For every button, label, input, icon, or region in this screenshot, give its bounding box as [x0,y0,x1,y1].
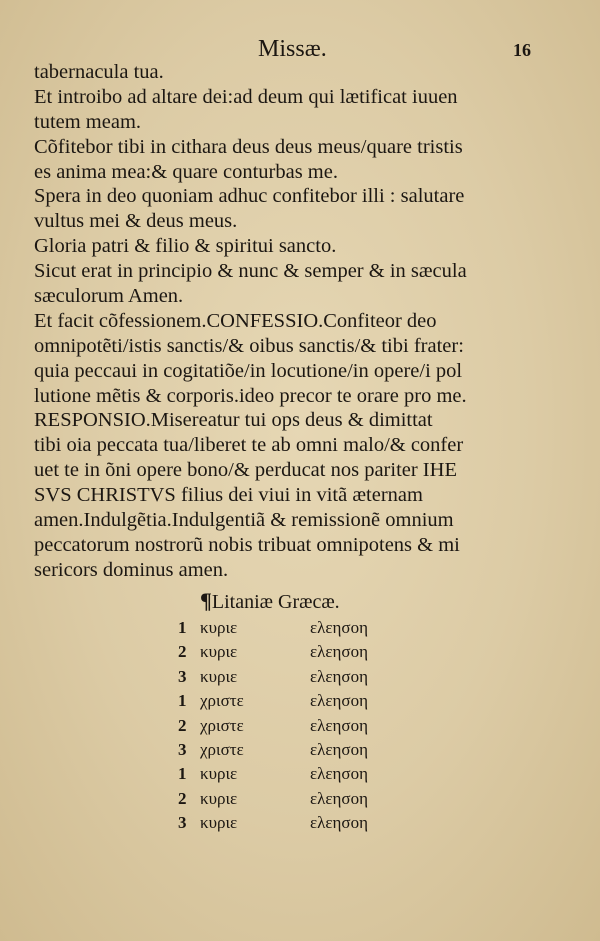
litany-number: 3 [178,813,187,833]
litany-eleison: ελεησοη [310,788,368,808]
litany-kyrie: κυριε [200,788,238,808]
litany-row [0,667,600,691]
litany-number: 2 [178,715,187,735]
litany-kyrie: χριστε [200,740,244,759]
text-line: Cõfitebor tibi in cithara deus deus meus/quare tristis [34,135,463,158]
litany-row [0,813,600,837]
text-line: vultus mei & deus meus. [34,210,238,233]
text-line: Et facit cõfessionem.CONFESSIO.Confiteor deo [34,309,437,332]
text-line: lutione mẽtis & corporis.ideo precor te orare pro me. [34,384,467,407]
text-line: quia peccaui in cogitatiõe/in locutione/in opere/i pol [34,359,463,382]
litany-row [0,691,600,715]
litany-eleison: ελεησοη [310,764,368,784]
text-line: tabernacula tua. [34,61,164,83]
text-line: Spera in deo quoniam adhuc confitebor illi : salutare [34,185,465,208]
text-line: es anima mea:& quare conturbas me. [34,160,338,183]
litany-number: 2 [178,642,187,662]
litany-number: 3 [178,666,187,686]
text-line: Sicut erat in principio & nunc & semper & in sæcula [34,260,467,283]
text-line: tutem meam. [34,110,142,133]
text-line: RESPONSIO.Misereatur tui ops deus & dimittat [34,409,433,432]
litany-row [0,789,600,813]
litany-number: 1 [178,764,187,784]
litany-eleison: ελεησοη [310,691,368,711]
litany-heading [200,588,340,614]
text-line: peccatorum nostrorũ nobis tribuat omnipotens & mi [34,533,460,556]
litany-row [0,740,600,764]
litany-row [0,716,600,740]
text-line: omnipotẽti/istis sanctis/& oibus sanctis/& tibi frater: [34,334,464,357]
litany-kyrie: κυριε [200,618,238,637]
litany-kyrie: χριστε [200,691,244,711]
text-line: Et introibo ad altare dei:ad deum qui lætificat iuuen [34,85,458,108]
text-line: sericors dominus amen. [34,558,229,581]
litany-number: 3 [178,740,187,759]
litany-number: 1 [178,691,187,711]
text-line: tibi oia peccata tua/liberet te ab omni malo/& confer [34,434,464,457]
litany-row [0,618,600,642]
text-line: amen.Indulgẽtia.Indulgentiã & remissionẽ omnium [34,509,454,532]
litany-eleison: ελεησοη [310,813,368,833]
litany-eleison: ελεησοη [310,618,368,637]
litany-kyrie: κυριε [200,813,238,833]
litany-number: 2 [178,788,187,808]
page-number: 16 [513,40,531,60]
text-line: sæculorum Amen. [34,285,184,308]
running-title: Missæ. [258,36,327,62]
text-line: Gloria patri & filio & spiritui sancto. [34,235,337,258]
litany-kyrie: κυριε [200,642,238,662]
litany-title: Litaniæ Græcæ. [211,591,340,613]
litany-eleison: ελεησοη [310,666,368,686]
litany-kyrie: κυριε [200,666,238,686]
litany-number: 1 [178,618,187,637]
litany-eleison: ελεησοη [310,642,368,662]
pilcrow-mark: ¶ [200,588,212,613]
litany-kyrie: χριστε [200,715,244,735]
litany-eleison: ελεησοη [310,715,368,735]
litany-kyrie: κυριε [200,764,238,784]
body-text [34,60,544,583]
litany-row [0,642,600,666]
text-line: uet te in õni opere bono/& perducat nos pariter IHE [34,459,457,482]
text-line: SVS CHRISTVS filius dei viui in vitã æternam [34,484,423,507]
litany-eleison: ελεησοη [310,740,368,759]
litany-row [0,764,600,788]
